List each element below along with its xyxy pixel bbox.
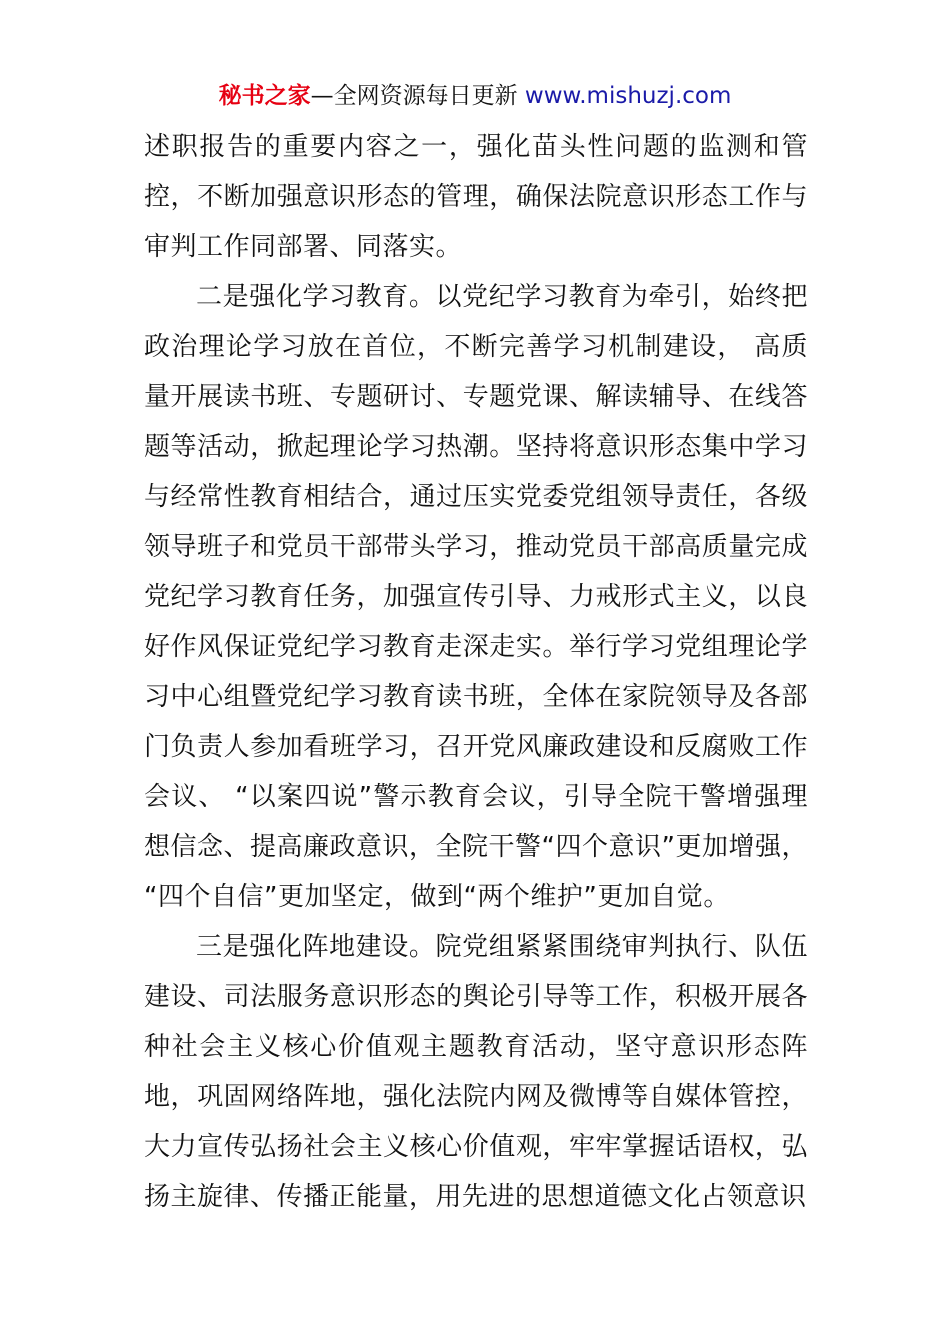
header-tagline: —全网资源每日更新 [310,83,525,109]
website-link[interactable]: www.mishuzj.com [524,83,732,109]
document-body [144,122,808,1222]
page-header [0,80,950,112]
paragraph-position-building: 三是强化阵地建设。院党组紧紧围绕审判执行、队伍建设、司法服务意识形态的舆论引导等工作，积极开展各种社会主义核心价值观主题教育活动，坚守意识形态阵地，巩固网络阵地，强化法院内网及微博等自媒体管控，大力宣传弘扬社会主义核心价值观，牢牢掌握话语权，弘扬主旋律、传播正能量，用先进的思想道德文化占领意识 [144,932,808,1212]
brand-name: 秘书之家 [218,83,311,109]
paragraph-learning-education: 二是强化学习教育。以党纪学习教育为牵引，始终把政治理论学习放在首位，不断完善学习机制建设， 高质量开展读书班、专题研讨、专题党课、解读辅导、在线答题等活动，掀起理论学习热潮。坚持将意识形态集中学习与经常性教育相结合，通过压实党委党组领导责任，各级领导班子和党员干部带头学习，推动党员干部高质量完成党纪学习教育任务，加强宣传引导、力戒形式主义，以良好作风保证党纪学习教育走深走实。举行学习党组理论学习中心组暨党纪学习教育读书班，全体在家院领导及各部门负责人参加看班学习，召开党风廉政建设和反腐败工作会议、 “以案四说”警示教育会议，引导全院干警增强理想信念、提高廉政意识，全院干警“四个意识”更加增强， “四个自信”更加坚定，做到“两个维护”更加自觉。 [144,282,808,912]
paragraph-continuation: 述职报告的重要内容之一，强化苗头性问题的监测和管控，不断加强意识形态的管理，确保法院意识形态工作与审判工作同部署、同落实。 [144,132,808,262]
